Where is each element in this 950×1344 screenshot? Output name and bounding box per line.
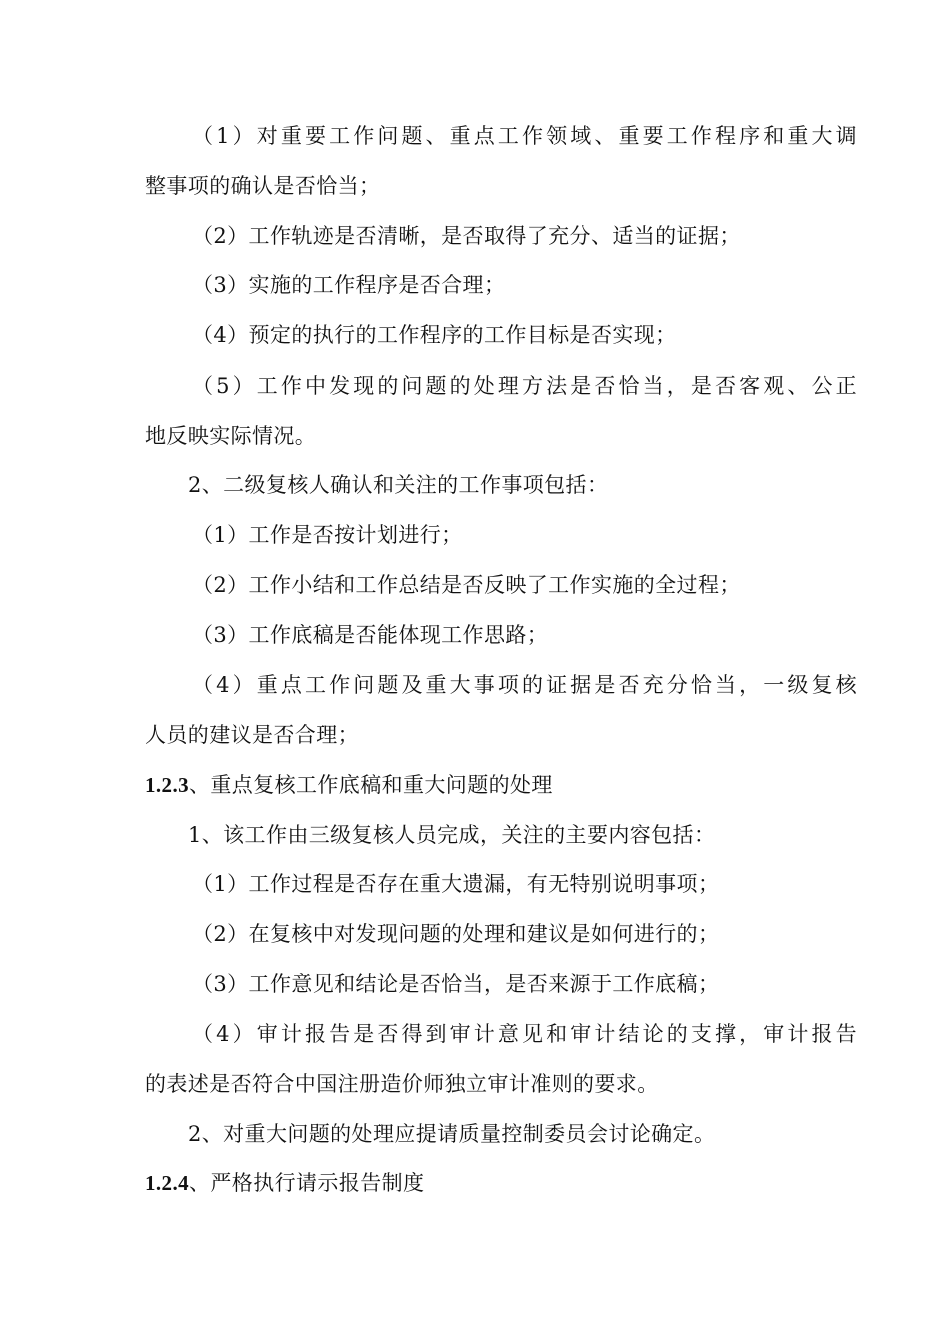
paragraph-line: 2、二级复核人确认和关注的工作事项包括： (188, 473, 609, 497)
paragraph-line: 整事项的确认是否恰当； (145, 174, 381, 198)
paragraph-line: （1）工作过程是否存在重大遗漏，有无特别说明事项； (192, 872, 720, 896)
paragraph-line: （3）工作底稿是否能体现工作思路； (192, 623, 549, 647)
paragraph-line: 人员的建议是否合理； (145, 723, 359, 747)
paragraph-line: （4）预定的执行的工作程序的工作目标是否实现； (192, 323, 677, 347)
paragraph-line: （3）工作意见和结论是否恰当，是否来源于工作底稿； (192, 972, 720, 996)
paragraph-line: （2）在复核中对发现问题的处理和建议是如何进行的； (192, 922, 720, 946)
paragraph-line: （2）工作小结和工作总结是否反映了工作实施的全过程； (192, 573, 741, 597)
section-title: 、重点复核工作底稿和重大问题的处理 (189, 773, 553, 797)
section-title: 、严格执行请示报告制度 (189, 1171, 425, 1195)
paragraph-line: （1）对重要工作问题、重点工作领域、重要工作程序和重大调 (192, 124, 857, 148)
paragraph-line: 地反映实际情况。 (145, 424, 317, 448)
section-number: 1.2.3 (145, 773, 189, 797)
paragraph-line: （4）重点工作问题及重大事项的证据是否充分恰当，一级复核 (192, 673, 857, 697)
paragraph-line: 1、该工作由三级复核人员完成，关注的主要内容包括： (188, 823, 716, 847)
section-heading (145, 1168, 810, 1198)
paragraph-line: （4）审计报告是否得到审计意见和审计结论的支撑，审计报告 (192, 1022, 857, 1046)
paragraph-line: 2、对重大问题的处理应提请质量控制委员会讨论确定。 (188, 1122, 716, 1146)
paragraph-line: 的表述是否符合中国注册造价师独立审计准则的要求。 (145, 1072, 659, 1096)
paragraph-line: （5）工作中发现的问题的处理方法是否恰当，是否客观、公正 (192, 374, 857, 398)
paragraph-line: （1）工作是否按计划进行； (192, 523, 463, 547)
section-number: 1.2.4 (145, 1171, 189, 1195)
paragraph-line: （2）工作轨迹是否清晰，是否取得了充分、适当的证据； (192, 224, 741, 248)
paragraph-line: （3）实施的工作程序是否合理； (192, 273, 506, 297)
section-heading (145, 770, 810, 800)
